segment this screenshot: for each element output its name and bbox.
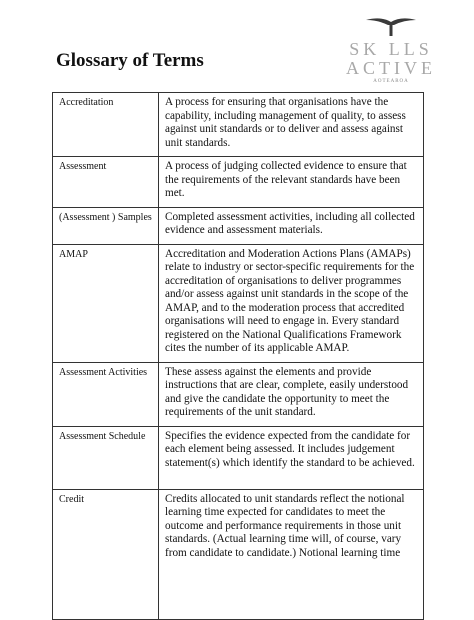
table-row: [53, 362, 424, 426]
table-row: [53, 244, 424, 362]
definition-cell: A process for ensuring that organisations have the capability, including management of quality, to assess against unit standards or to deliver and assess against unit standards.: [159, 93, 424, 157]
term-cell: Credit: [53, 489, 159, 619]
definition-cell: Credits allocated to unit standards reflect the notional learning time expected for candidates to meet the outcome and performance requirements in those unit standards. (Actual learning time will, of course, vary from candidate to candidate.) Notional learning time: [159, 489, 424, 619]
table-row: [53, 93, 424, 157]
bird-emblem-icon: [336, 14, 446, 36]
term-cell: Assessment: [53, 157, 159, 208]
definition-cell: Specifies the evidence expected from the candidate for each element being assessed. It includes judgement statement(s) which identify the standard to be achieved.: [159, 426, 424, 489]
table-row: [53, 426, 424, 489]
logo-line-3: AOTEAROA: [373, 79, 409, 84]
definition-cell: Accreditation and Moderation Actions Plans (AMAPs) relate to industry or sector-specific requirements for the accreditation of organisations to deliver programmes and/or assess against unit standards in the scope of the AMAP, and to the moderation process that accredited organisations will need to engage in. Every standard registered on the National Qualifications Framework cites the number of its applicable AMAP.: [159, 244, 424, 362]
term-cell: Assessment Activities: [53, 362, 159, 426]
term-cell: (Assessment ) Samples: [53, 207, 159, 244]
term-cell: AMAP: [53, 244, 159, 362]
definition-cell: Completed assessment activities, including all collected evidence and assessment materials.: [159, 207, 424, 244]
table-row: [53, 157, 424, 208]
definition-cell: A process of judging collected evidence to ensure that the requirements of the relevant standards have been met.: [159, 157, 424, 208]
glossary-table: [52, 92, 424, 620]
table-row: [53, 489, 424, 619]
table-row: [53, 207, 424, 244]
definition-cell: These assess against the elements and provide instructions that are clear, complete, easily understood and give the candidate the opportunity to meet the requirements of the unit standard.: [159, 362, 424, 426]
page-title: Glossary of Terms: [56, 50, 204, 71]
logo-line-1: SK LLS: [349, 39, 433, 59]
logo-line-2: ACTIVE: [346, 58, 436, 78]
term-cell: Assessment Schedule: [53, 426, 159, 489]
skills-active-logo: [336, 14, 446, 84]
term-cell: Accreditation: [53, 93, 159, 157]
